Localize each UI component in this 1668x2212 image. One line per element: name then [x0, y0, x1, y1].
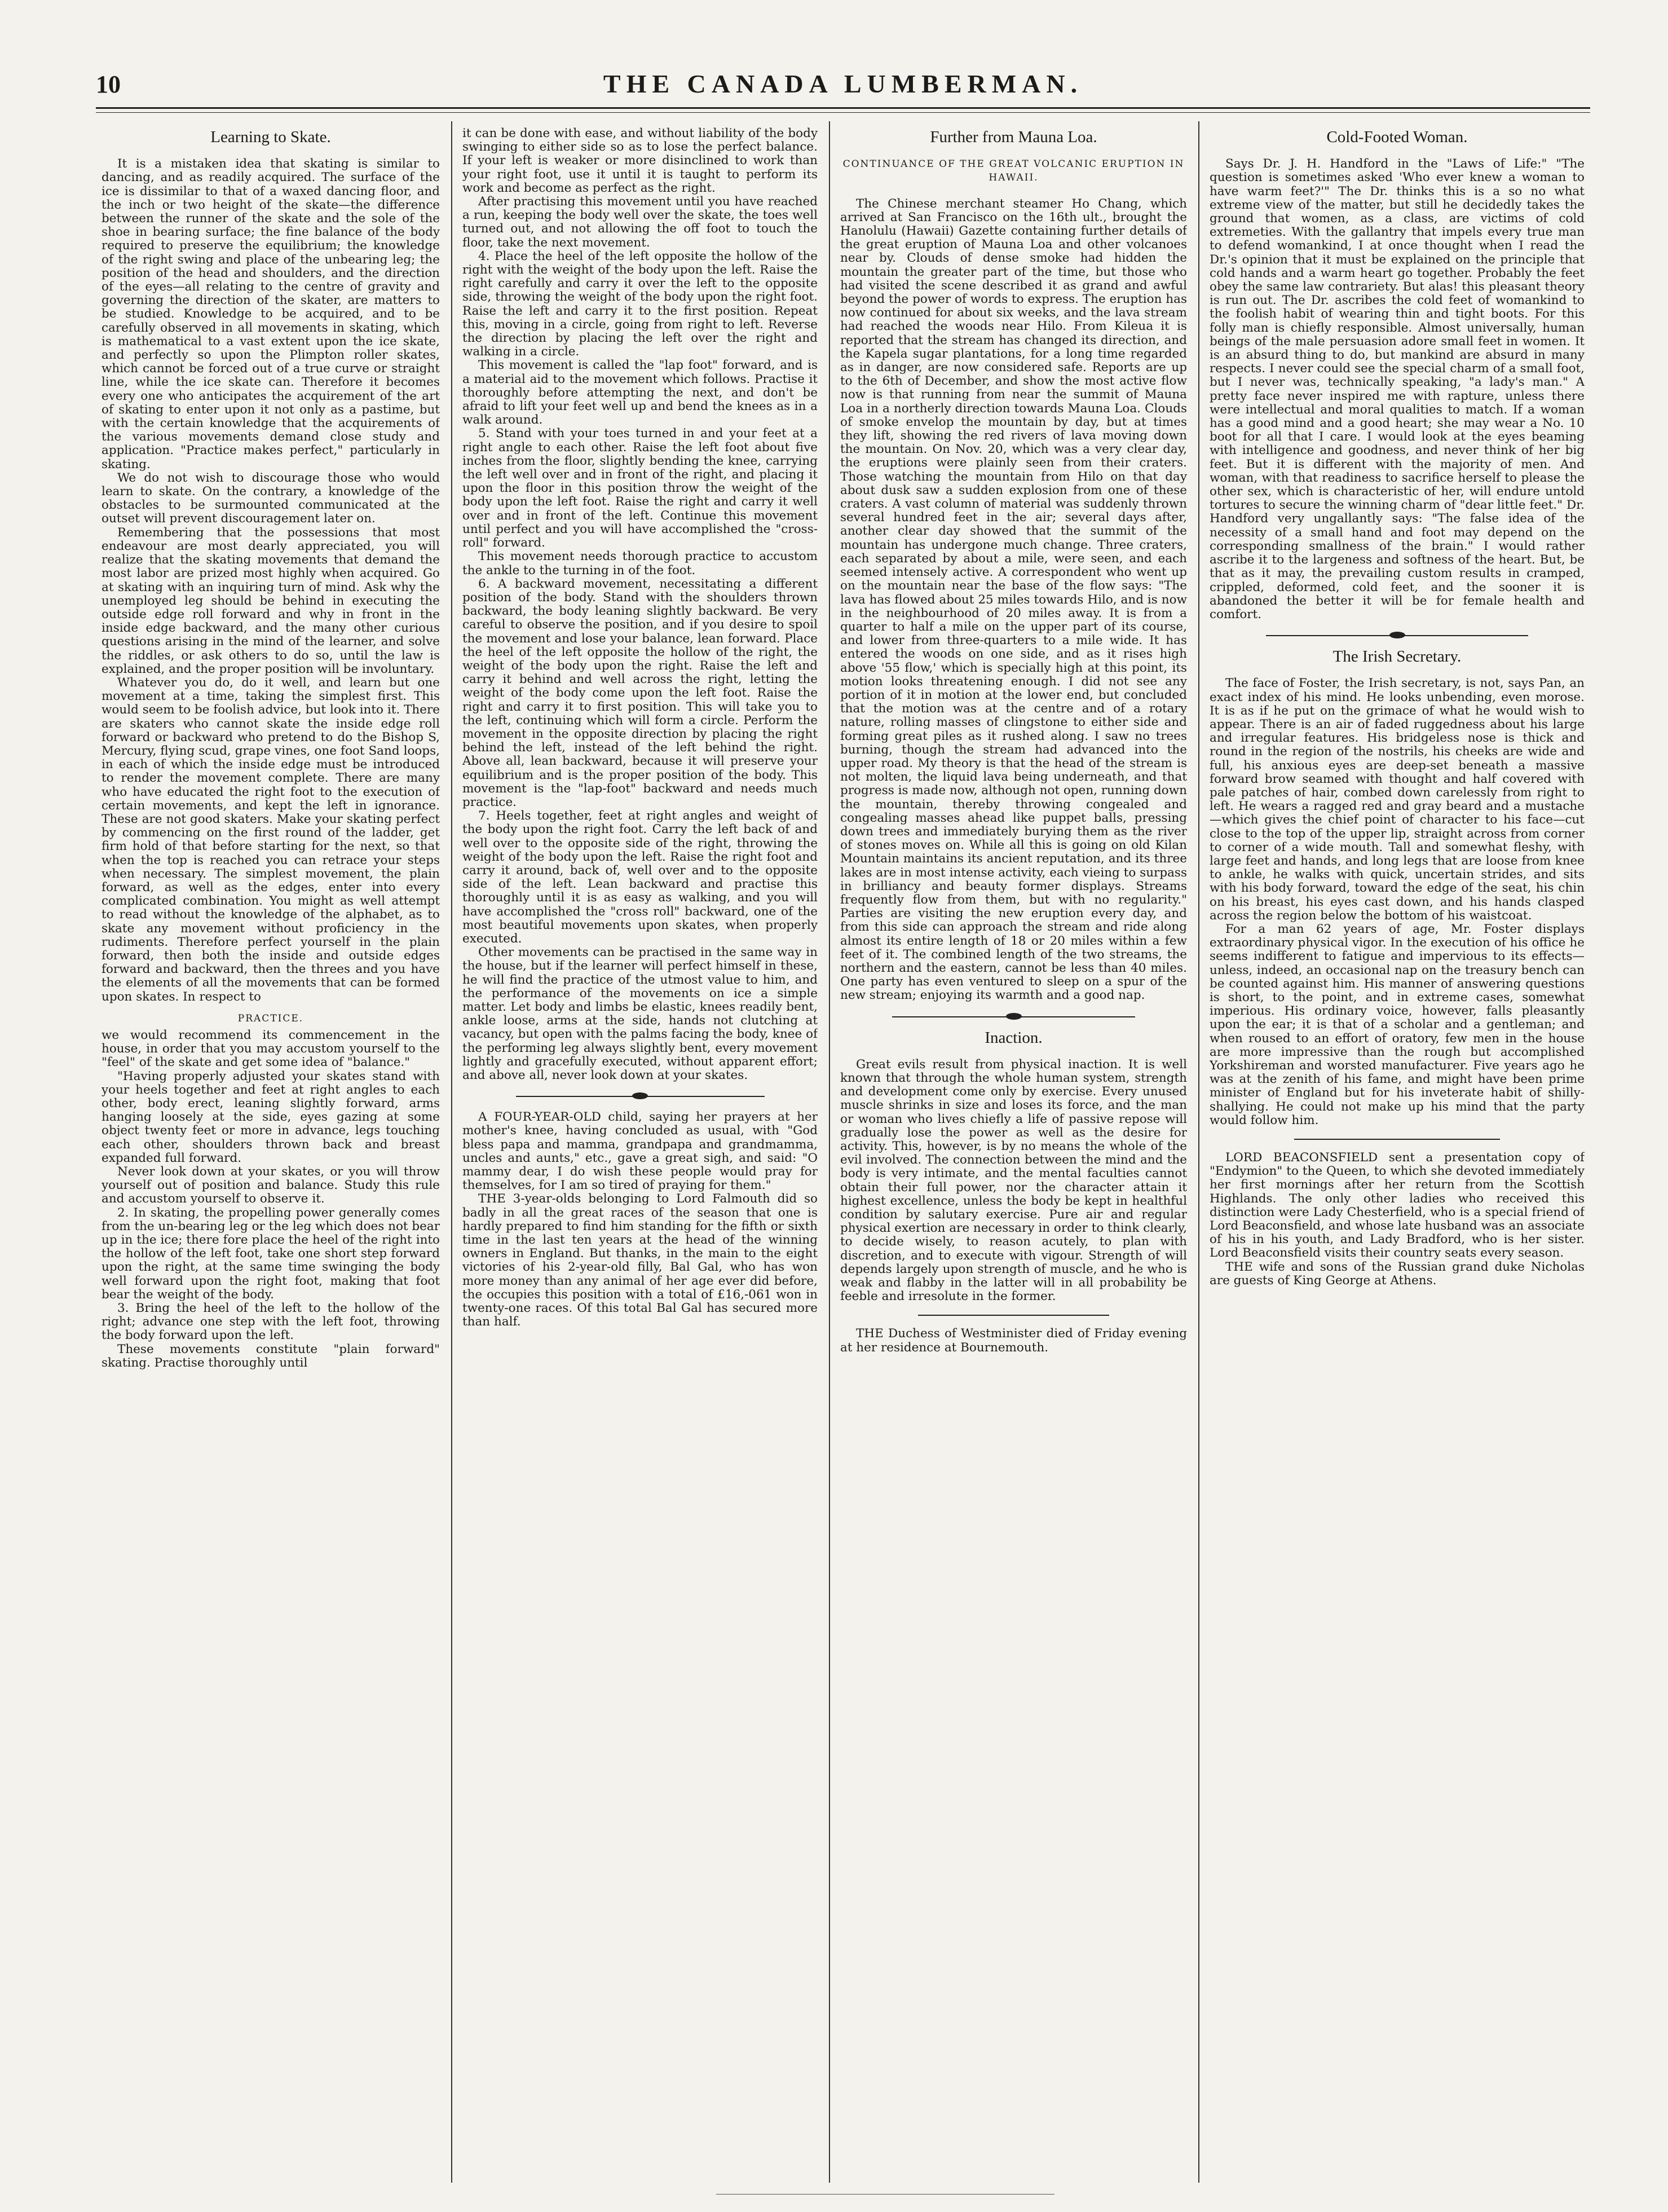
masthead: THE CANADA LUMBERMAN. — [603, 69, 1083, 98]
paragraph: Never look down at your skates, or you will throw yourself out of position and balance. Study this rule and accustom yourself to observe it. — [102, 1165, 440, 1206]
paragraph: It is a mistaken idea that skating is similar to dancing, and as readily acquired. The surface of the ice is dissimilar to that of a waxed dancing floor, and the inch or two height of the skate—the difference between the runner of the skate and the sole of the shoe in bearing surface; the fine balance of the body required to preserve the equilibrium; the knowledge of the right swing and place of the unbearing leg; the position of the head and shoulders, and the direction of the eyes—all relating to the centre of gravity and governing the direction of the skater, are matters to be studied. Knowledge to be acquired, and to be carefully observed in all movements in skating, which is mathematical to a vast extent upon the ice skate, and perfectly so upon the Plimpton roller skates, which cannot be forced out of a true curve or straight line, while the ice skate can. Therefore it becomes every one who anticipates the acquirement of the art of skating to enter upon it not only as a pastime, but with the certain knowledge that the acquirements of the various movements demand close study and application. "Practice makes perfect," particularly in skating. — [102, 157, 440, 472]
paragraph: 7. Heels together, feet at right angles and weight of the body upon the right foot. Carry the left back of and well over to the opposite side of the right, throwing the weight of the body upon the left. Raise the right foot and carry it around, back of, well over and to the opposite side of the left. Lean backward and practise this thoroughly until it is as easy as walking, and you will have accomplished the "cross roll" backward, one of the most beautiful movements upon skates, when properly executed. — [462, 809, 818, 946]
paragraph: The face of Foster, the Irish secretary, is not, says Pan, an exact index of his mind. He looks unbending, even morose. It is as if he put on the grimace of what he would wish to appear. There is an air of faded ruggedness about his large and irregular features. His bridgeless nose is thick and round in the region of the nostrils, his cheeks are wide and full, his anxious eyes are deep-set beneath a massive forward brow seamed with thought and half covered with pale patches of hair, combed down carelessly from right to left. He wears a ragged red and gray beard and a mustache—which gives the chief point of character to his face—cut close to the top of the upper lip, straight across from corner to corner of a wide mouth. Tall and somewhat fleshy, with large feet and hands, and long legs that are loose from knee to ankle, he walks with quick, uncertain strides, and sits with his body forward, toward the edge of the seat, his chin on his breast, his eyes cast down, and his hands clasped across the region below the bottom of his waistcoat. — [1210, 676, 1585, 923]
column-3 — [840, 127, 1187, 2191]
paragraph: 4. Place the heel of the left opposite the hollow of the right with the weight of the body upon the left. Raise the right carefully and carry it over the left to the opposite side, throwing the weight of the body upon the right foot. Raise the left and carry it to the first position. Repeat this, moving in a circle, going from right to left. Reverse the direction by placing the left over the right and walking in a circle. — [462, 249, 818, 359]
paragraph: it can be done with ease, and without liability of the body swinging to either side so as to lose the perfect balance. If your left is weaker or more disinclined to work than your right foot, use it until it is taught to perform its work and become as perfect as the right. — [462, 127, 818, 195]
header-rule — [96, 107, 1590, 113]
article-title-inaction: Inaction. — [985, 1028, 1043, 1047]
paragraph: Other movements can be practised in the same way in the house, but if the learner will perfect himself in these, he will find the practice of the utmost value to him, and the performance of the movements on ice a simple matter. Let body and limbs be elastic, knees readily bent, ankle loose, arms at the side, hands not clutching at vacancy, but open with the palms facing the body, knee of the performing leg always slightly bent, every movement lightly and gracefully executed, without apparent effort; and above all, never look down at your skates. — [462, 945, 818, 1083]
paragraph: The Chinese merchant steamer Ho Chang, which arrived at San Francisco on the 16th ult., brought the Hanolulu (Hawaii) Gazette containing further details of the great eruption of Mauna Loa and other volcanoes near by. Clouds of dense smoke had hidden the mountain the greater part of the time, but those who had visited the scene described it as grand and awful beyond the power of words to express. The eruption has now continued for about six weeks, and the lava stream had reached the woods near Hilo. From Kileua it is reported that the stream has changed its direction, and the Kapela sugar plantations, for a long time regarded as in danger, are now considered safe. Reports are up to the 6th of December, and show the most active flow now is that running from near the summit of Mauna Loa in a northerly direction towards Mauna Loa. Clouds of smoke envelop the mountain by day, but at times they lift, showing the red rivers of lava moving down the mountain. On Nov. 20, which was a very clear day, the eruptions were plainly seen from their craters. Those watching the mountain from Hilo on that day about dusk saw a sudden explosion from one of these craters. A vast column of material was suddenly thrown several hundred feet in the air; several days after, another clear day showed that the summit of the mountain has undergone much change. Three craters, each separated by about a mile, were seen, and each seemed intensely active. A correspondent who went up on the mountain near the base of the flow says: "The lava has flowed about 25 miles towards Hilo, and is now in the neighbourhood of 20 miles away. It is from a quarter to half a mile on the upper part of its course, and lower from three-quarters to a mile wide. It has entered the woods on one side, and as it rises high above '55 flow,' which is specially high at this point, its motion looks threatening enough. I did not see any portion of it in motion at the lower end, but concluded that the motion was at the centre and of a rotary nature, rolling masses of clingstone to either side and forming great piles as it rushed along. I saw no trees burning, though the stream had advanced into the upper road. My theory is that the head of the stream is not molten, the liquid lava being underneath, and that progress is made now, although not open, running down the mountain, thereby throwing congealed and congealing masses ahead like puppet balls, pressing down trees and immediately burying them as the river of stones moves on. While all this is going on old Kilan Mountain maintains its ancient reputation, and its three lakes are in most intense activity, each vieing to surpass in brilliancy and beauty former displays. Streams frequently flow from them, but with no regularity." Parties are visiting the new eruption every day, and from this side can approach the stream and ride along almost its entire length of 18 or 20 miles within a few feet of it. The combined length of the two streams, the northern and the eastern, cannot be less than 40 miles. One party has even ventured to sleep on a spur of the new stream; enjoying its warmth and a good nap. — [840, 196, 1187, 1003]
section-divider — [1266, 633, 1529, 638]
paragraph: 3. Bring the heel of the left to the hollow of the right; advance one step with the left foot, throwing the body forward upon the left. — [102, 1301, 440, 1343]
section-divider — [1294, 1139, 1501, 1140]
column-2 — [462, 127, 818, 2191]
article-subtitle: CONTINUANCE OF THE GREAT VOLCANIC ERUPTION IN HAWAII. — [842, 158, 1185, 184]
paragraph: THE Duchess of Westminister died of Friday evening at her residence at Bournemouth. — [840, 1327, 1187, 1355]
paragraph: This movement needs thorough practice to accustom the ankle to the turning in of the foot. — [462, 549, 818, 578]
paragraph: Great evils result from physical inaction. It is well known that through the whole human system, strength and development come only by exercise. Every unused muscle shrinks in size and loses its force, and the man or woman who lives chiefly a life of passive repose will gradually lose the power as well as the desire for activity. This, however, is by no means the whole of the evil involved. The connection between the mind and the body is very intimate, and the mental faculties cannot obtain their full power, nor the character attain it highest excellence, unless the body be kept in healthful condition by salutary exercise. Pure air and regular physical exertion are necessary in order to think clearly, to decide wisely, to reason acutely, to plan with discretion, and to execute with vigour. Strength of will depends largely upon strength of muscle, and he who is weak and flabby in the latter will in all probability be feeble and irresolute in the former. — [840, 1057, 1187, 1304]
paragraph: 6. A backward movement, necessitating a different position of the body. Stand with the shoulders thrown backward, the body leaning slightly backward. Be very careful to observe the position, and if you desire to spoil the movement and lose your balance, lean forward. Place the heel of the left opposite the hollow of the right, the weight of the body upon the right. Raise the left and carry it behind and well across the right, letting the weight of the body come upon the left foot. Raise the right and carry it to first position. This will take you to the left, continuing which will form a circle. Perform the movement in the opposite direction by placing the right behind the left, instead of the left behind the right. Above all, lean backward, because it will preserve your equilibrium and is the proper position of the body. This movement is the "lap-foot" backward and needs much practice. — [462, 576, 818, 809]
paragraph: THE 3-year-olds belonging to Lord Falmouth did so badly in all the great races of the season that one is hardly prepared to find him standing for the fifth or sixth time in the last ten years at the head of the winning owners in England. But thanks, in the main to the eight victories of his 2-year-old filly, Bal Gal, who has won more money than any animal of her age ever did before, the occupies this position with a total of £16,-061 won in twenty-one races. Of this total Bal Gal has secured more than half. — [462, 1192, 818, 1329]
paragraph: Remembering that the possessions that most endeavour are most dearly appreciated, you will realize that the skating movements that demand the most labor are prized most highly when acquired. Go at skating with an inquiring turn of mind. Ask why the unemployed leg should be behind in executing the outside edge roll forward and why in front in the inside edge backward, and the many other curious questions arising in the mind of the learner, and solve the riddles, or ask others to do so, until the law is explained, and the proper position will be involuntary. — [102, 525, 440, 676]
page-number: 10 — [96, 70, 121, 98]
paragraph: Says Dr. J. H. Handford in the "Laws of Life:" "The question is sometimes asked 'Who ever knew a woman to have warm feet?'" The Dr. thinks this is a so no what extreme view of the matter, but still he decidedly takes the ground that women, as a class, are victims of cold extremeties. With the gallantry that impels every true man to defend womankind, I at once thought when I read the Dr.'s opinion that it must be explained on the principle that cold hands and a warm heart go together. Probably the feet obey the same law contrariety. But alas! this pleasant theory is run out. The Dr. ascribes the cold feet of womankind to the foolish habit of wearing thin and tight boots. For this folly man is chiefly responsible. Almost universally, human beings of the male persuasion adore small feet in women. It is an absurd thing to do, but mankind are absurd in many respects. I never could see the special charm of a small foot, but I never was, technically speaking, "a lady's man." A pretty face never inspired me with rapture, unless there were intellectual and moral qualities to match. If a woman has a good mind and a good heart; she may wear a No. 10 boot for all that I care. I would look at the eyes beaming with intelligence and goodness, and never think of her big feet. But it is different with the majority of men. And woman, with that readiness to sacrifice herself to please the other sex, which is characteristic of her, will endure untold tortures to secure the winning charm of "dear little feet." Dr. Handford very ungallantly says: "The false idea of the necessity of a small hand and foot may depend on the corresponding smallness of the brain." I would rather ascribe it to the largeness and softness of the heart. But, be that as it may, the prevailing custom results in cramped, crippled, deformed, cold feet, and the sooner it is abandoned the better it will be for female health and comfort. — [1210, 157, 1585, 622]
paragraph: After practising this movement until you have reached a run, keeping the body well over the skate, the toes well turned out, and not allowing the off foot to touch the floor, take the next movement. — [462, 195, 818, 250]
column-separator — [1198, 121, 1199, 2183]
paragraph: we would recommend its commencement in the house, in order that you may accustom yourself to the "feel" of the skate and get some idea of "balance." — [102, 1028, 440, 1070]
paragraph: We do not wish to discourage those who would learn to skate. On the contrary, a knowledge of the obstacles to be surmounted communicated at the outset will prevent discouragement later on. — [102, 470, 440, 526]
paragraph: 5. Stand with your toes turned in and your feet at a right angle to each other. Raise the left foot about five inches from the floor, slightly bending the knee, carrying the left well over and in front of the right, and placing it upon the floor in this position throw the weight of the body upon the left foot. Raise the right and carry it well over and in front of the left. Continue this movement until perfect and you will have accomplished the "cross-roll" forward. — [462, 426, 818, 550]
column-1 — [102, 127, 440, 2191]
section-heading-practice: PRACTICE. — [237, 1012, 304, 1024]
article-title-irish-secretary: The Irish Secretary. — [1332, 647, 1462, 666]
paragraph: Whatever you do, do it well, and learn but one movement at a time, taking the simplest first. This would seem to be foolish advice, but look into it. There are skaters who cannot skate the inside edge roll forward or backward who pretend to do the Bishop S, Mercury, flying scud, grape vines, one foot Sand loops, in each of which the inside edge must be introduced to render the movement complete. There are many who have educated the right foot to the execution of certain movements, and kept the left in ignorance. These are not good skaters. Make your skating perfect by commencing on the first round of the ladder, get firm hold of that before starting for the next, so that when the top is reached you can retrace your steps when necessary. The simplest movement, the plain forward, as well as the edges, enter into every complicated combination. You might as well attempt to read without the knowledge of the alphabet, as to skate any movement without proficiency in the rudiments. Therefore perfect yourself in the plain forward, then both the inside and outside edges forward and backward, then the threes and you have the elements of all the movements that can be formed upon skates. In respect to — [102, 675, 440, 1004]
paragraph: LORD BEACONSFIELD sent a presentation copy of "Endymion" to the Queen, to which she devoted immediately her first mornings after her return from the Scottish Highlands. The only other ladies who received this distinction were Lady Chesterfield, who is a special friend of Lord Beaconsfield, and whose late husband was an associate of his in his youth, and Lady Bradford, who is her sister. Lord Beaconsfield visits their country seats every season. — [1210, 1151, 1585, 1261]
column-separator — [451, 121, 452, 2183]
column-4 — [1210, 127, 1585, 2191]
section-divider — [892, 1014, 1135, 1020]
article-title-learning-to-skate: Learning to Skate. — [210, 128, 331, 146]
column-separator — [829, 121, 830, 2183]
page-header — [96, 67, 1590, 106]
paragraph: A FOUR-YEAR-OLD child, saying her prayers at her mother's knee, having concluded as usual, with "God bless papa and mamma, grandpapa and grandmamma, uncles and aunts," etc., gave a great sigh, and said: "O mammy dear, I do wish these people would pray for themselves, for I am so tired of praying for them." — [462, 1110, 818, 1193]
paragraph: These movements constitute "plain forward" skating. Practise thoroughly until — [102, 1342, 440, 1370]
section-divider — [516, 1094, 765, 1099]
article-title-mauna-loa: Further from Mauna Loa. — [930, 128, 1097, 146]
paragraph: 2. In skating, the propelling power generally comes from the un-bearing leg or the leg which does not bear up in the ice; there fore place the heel of the right into the hollow of the left foot, take one short step forward upon the right, at the same time swinging the body well forward upon the right foot, making that foot bear the weight of the body. — [102, 1205, 440, 1302]
section-divider — [918, 1315, 1109, 1316]
paragraph: This movement is called the "lap foot" forward, and is a material aid to the movement which follows. Practise it thoroughly before attempting the next, and don't be afraid to lift your feet well up and bend the knees as in a walk around. — [462, 358, 818, 428]
footer-rule — [716, 2194, 1054, 2195]
paragraph: For a man 62 years of age, Mr. Foster displays extraordinary physical vigor. In the execution of his office he seems indifferent to fatigue and impervious to its effects—unless, indeed, an occasional nap on the treasury bench can be counted against him. His manner of answering questions is short, to the point, and in extreme cases, somewhat imperious. His ordinary voice, however, falls pleasantly upon the ear; it is that of a scholar and a gentleman; and when roused to an effort of oratory, few men in the house are more impressive than the rough but accomplished Yorkshireman and worsted manufacturer. Five years ago he was at the zenith of his fame, and might have been prime minister of England but for his inveterate habit of shilly-shallying. He could not make up his mind that the party would follow him. — [1210, 922, 1585, 1127]
paragraph: "Having properly adjusted your skates stand with your heels together and feet at right angles to each other, body erect, leaning slightly forward, arms hanging loosely at the side, eyes gazing at some object twenty feet or more in advance, legs touching each other, shoulders thrown back and breast expanded full forward. — [102, 1069, 440, 1165]
article-title-cold-footed-woman: Cold-Footed Woman. — [1326, 128, 1468, 146]
paragraph: THE wife and sons of the Russian grand duke Nicholas are guests of King George at Athens. — [1210, 1259, 1585, 1288]
